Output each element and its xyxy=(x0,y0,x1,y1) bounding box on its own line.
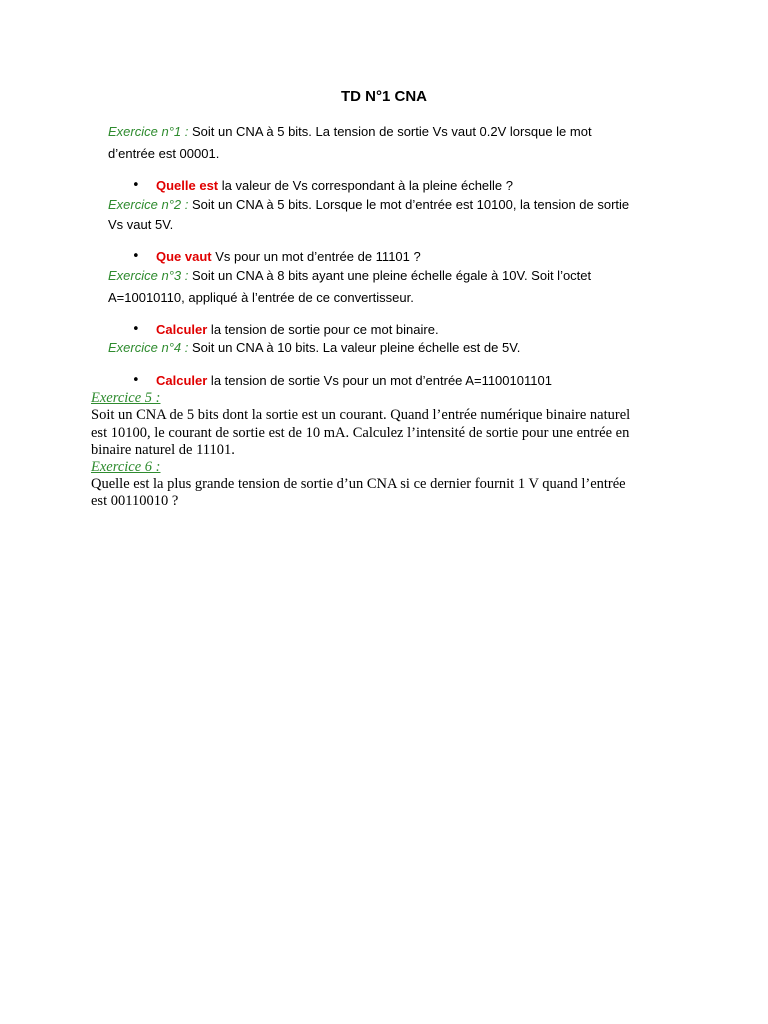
exercise-6-label-line xyxy=(91,459,161,476)
exercise-6-label: Exercice 6 : xyxy=(91,459,161,475)
exercise-2-line-2: Vs vaut 5V. xyxy=(108,217,174,232)
exercise-3-label: Exercice n°3 : xyxy=(108,268,189,283)
exercise-1-bullet: • xyxy=(132,178,140,193)
exercise-4-bullet: • xyxy=(132,373,140,388)
exercise-5-line-3: binaire naturel de 11101. xyxy=(91,442,235,458)
exercise-4-text-1: Soit un CNA à 10 bits. La valeur pleine échelle est de 5V. xyxy=(188,340,521,355)
page-title: TD N°1 CNA xyxy=(340,88,427,105)
exercise-3-line-2: A=10010110, appliqué à l’entrée de ce convertisseur. xyxy=(108,290,414,305)
exercise-5-line-2: est 10100, le courant de sortie est de 10 mA. Calculez l’intensité de sortie pour une entrée en xyxy=(91,425,630,441)
exercise-3-question xyxy=(156,322,439,337)
exercise-2-label: Exercice n°2 : xyxy=(108,197,189,212)
exercise-1-question xyxy=(156,178,513,193)
exercise-2-question-keyword: Que vaut xyxy=(156,249,212,264)
exercise-3-line-1 xyxy=(108,268,591,283)
exercise-3-text-1: Soit un CNA à 8 bits ayant une pleine échelle égale à 10V. Soit l’octet xyxy=(188,268,592,283)
exercise-4-line-1 xyxy=(108,340,520,355)
exercise-1-question-text: la valeur de Vs correspondant à la pleine échelle ? xyxy=(218,178,513,193)
exercise-2-text-1: Soit un CNA à 5 bits. Lorsque le mot d’entrée est 10100, la tension de sortie xyxy=(188,197,630,212)
exercise-2-bullet: • xyxy=(132,249,140,264)
exercise-6-line-1: Quelle est la plus grande tension de sortie d’un CNA si ce dernier fournit 1 V quand l’entrée xyxy=(91,476,626,492)
exercise-4-question-keyword: Calculer xyxy=(156,373,208,388)
exercise-3-question-keyword: Calculer xyxy=(156,322,208,337)
exercise-1-line-1 xyxy=(108,124,592,139)
exercise-3-question-text: la tension de sortie pour ce mot binaire. xyxy=(207,322,439,337)
exercise-1-line-2: d’entrée est 00001. xyxy=(108,146,220,161)
exercise-2-question xyxy=(156,249,421,264)
exercise-2-line-1 xyxy=(108,197,629,212)
exercise-5-line-1: Soit un CNA de 5 bits dont la sortie est un courant. Quand l’entrée numérique binaire naturel xyxy=(91,407,631,423)
exercise-4-label: Exercice n°4 : xyxy=(108,340,189,355)
exercise-1-text-1: Soit un CNA à 5 bits. La tension de sortie Vs vaut 0.2V lorsque le mot xyxy=(188,124,592,139)
exercise-1-question-keyword: Quelle est xyxy=(156,178,219,193)
exercise-6-line-2: est 00110010 ? xyxy=(91,493,179,509)
exercise-5-label-line xyxy=(91,390,161,407)
exercise-4-question-text: la tension de sortie Vs pour un mot d’entrée A=1100101101 xyxy=(207,373,552,388)
exercise-3-bullet: • xyxy=(132,322,140,337)
exercise-1-label: Exercice n°1 : xyxy=(108,124,189,139)
exercise-4-question xyxy=(156,373,552,388)
exercise-5-label: Exercice 5 : xyxy=(91,390,161,406)
exercise-2-question-text: Vs pour un mot d’entrée de 11101 ? xyxy=(211,249,421,264)
